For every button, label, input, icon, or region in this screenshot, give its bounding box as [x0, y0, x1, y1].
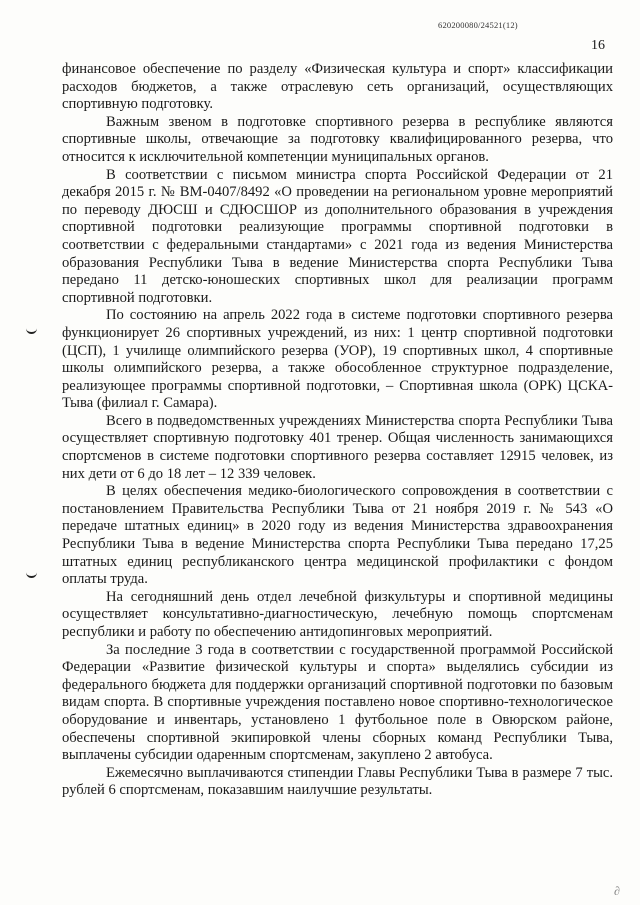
margin-tick-mark — [26, 326, 37, 334]
corner-scan-mark: ∂ — [614, 884, 620, 898]
document-body — [62, 61, 613, 800]
paragraph-medical-support: В целях обеспечения медико-биологического сопровождения в соответствии с постановлением Правительства Республики Тыва от 21 ноября 2019 г. № 543 «О передаче штатных единиц» в 2020 году из ведения Министерства здравоохранения Республики Тыва в ведение Министерства спорта Республики Тыва передано 17,25 штатных единиц республиканского центра медицинской профилактики с фондом оплаты труда. — [62, 483, 613, 588]
paragraph-federal-subsidies: За последние 3 года в соответствии с государственной программой Российской Федерации «Развитие физической культуры и спорта» выделялись субсидии из федерального бюджета для поддержки организаций спортивной подготовки по базовым видам спорта. В спортивные учреждения поставлено новое спортивно-технологическое оборудование и инвентарь, установлено 1 футбольное поле в Овюрском районе, обеспечены спортивной экипировкой члены сборных команд Республики Тыва, выплачены субсидии одаренным спортсменам, закуплено 2 автобуса. — [62, 641, 613, 764]
paragraph-sport-schools: Важным звеном в подготовке спортивного резерва в республике являются спортивные школы, отвечающие за подготовку квалифицированного резерва, что относится к исключительной компетенции муниципальных органов. — [62, 113, 613, 165]
paragraph-continuation: финансовое обеспечение по разделу «Физическая культура и спорт» классификации расходов бюджетов, а также отраслевую сеть организаций, осуществляющих спортивную подготовку. — [62, 61, 613, 113]
paragraph-sports-institutions: По состоянию на апрель 2022 года в системе подготовки спортивного резерва функционирует 26 спортивных учреждений, из них: 1 центр спортивной подготовки (ЦСП), 1 училище олимпийского резерва (УОР), 19 спортивных школ, 4 спортивные школы олимпийского резерва, а также обособленное структурное подразделение, реализующее программы спортивной подготовки, – Спортивная школа (ОРК) ЦСКА-Тыва (филиал г. Самара). — [62, 307, 613, 412]
page-number: 16 — [591, 38, 605, 53]
document-id: 620200080/24521(12) — [438, 20, 518, 30]
paragraph-coaches: Всего в подведомственных учреждениях Министерства спорта Республики Тыва осуществляет спортивную подготовку 401 тренер. Общая численность занимающихся спортсменов в системе подготовки спортивного резерва составляет 12915 человек, из них дети от 6 до 18 лет – 12 339 человек. — [62, 412, 613, 482]
paragraph-scholarships: Ежемесячно выплачиваются стипендии Главы Республики Тыва в размере 7 тыс. рублей 6 спортсменам, показавшим наилучшие результаты. — [62, 764, 613, 799]
margin-tick-mark — [26, 570, 37, 578]
paragraph-sports-medicine: На сегодняшний день отдел лечебной физкультуры и спортивной медицины осуществляет консультативно-диагностическую, лечебную помощь спортсменам республики и работу по обеспечению антидопинговых мероприятий. — [62, 588, 613, 640]
paragraph-ministry-letter: В соответствии с письмом министра спорта Российской Федерации от 21 декабря 2015 г. № ВМ-0407/8492 «О проведении на региональном уровне мероприятий по переводу ДЮСШ и СДЮСШОР из дополнительного образования в учреждения спортивной подготовки реализующие программы спортивной подготовки в соответствии с федеральными стандартами» с 2021 года из ведения Министерства образования Республики Тыва в ведение Министерства спорта Республики Тыва передано 11 детско-юношеских спортивных школ для реализации программ спортивной подготовки. — [62, 166, 613, 306]
